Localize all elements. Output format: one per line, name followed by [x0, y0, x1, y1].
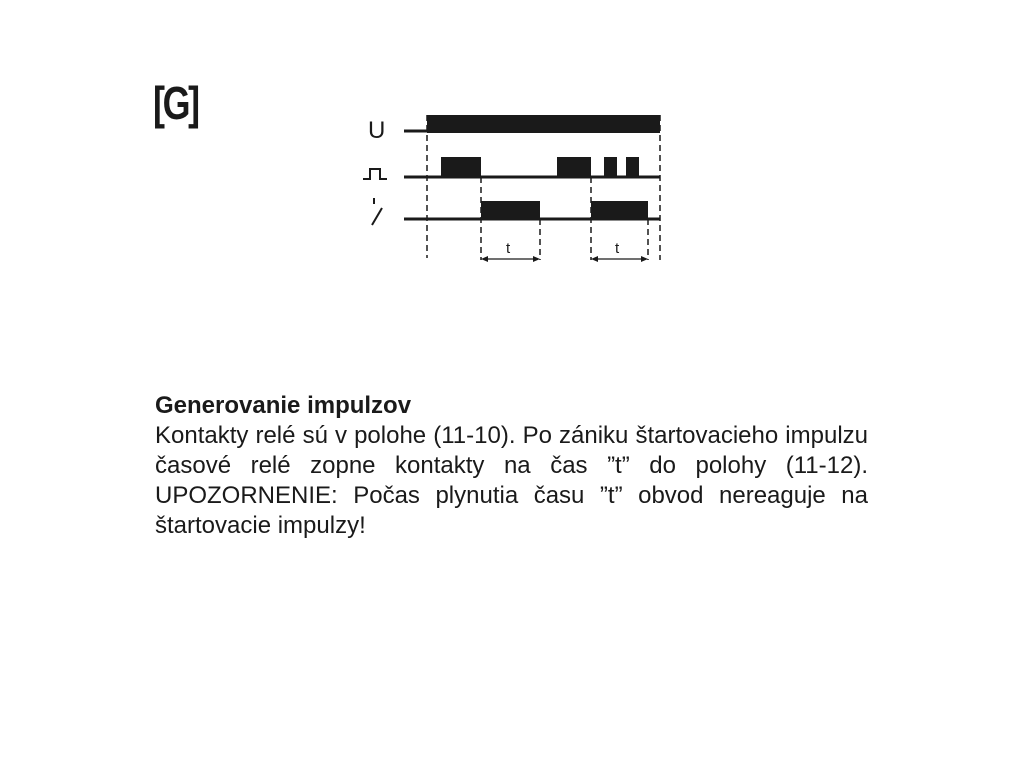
signal-label-supply: U	[368, 117, 386, 144]
description	[155, 391, 868, 541]
time-interval-2	[591, 240, 648, 262]
time-markers	[427, 115, 660, 260]
mode-label: [G]	[153, 77, 198, 129]
contact-switch-icon	[372, 198, 382, 225]
trigger-signal	[404, 157, 660, 177]
section-heading: Generovanie impulzov	[155, 392, 412, 419]
time-label-1: t	[506, 240, 511, 257]
timing-diagram	[360, 100, 670, 270]
supply-signal	[404, 115, 660, 133]
trigger-pulse-icon	[363, 169, 387, 179]
time-label-2: t	[615, 240, 620, 257]
time-interval-1	[481, 240, 540, 262]
contact-signal	[404, 201, 660, 219]
description-paragraph: Kontakty relé sú v polohe (11-10). Po zániku štartovacieho impulzu časové relé zopne kontakty na čas ”t” do polohy (11-12). UPOZORNENIE: Počas plynutia času ”t” obvod nereaguje na štartovacie impulzy!	[155, 422, 868, 539]
